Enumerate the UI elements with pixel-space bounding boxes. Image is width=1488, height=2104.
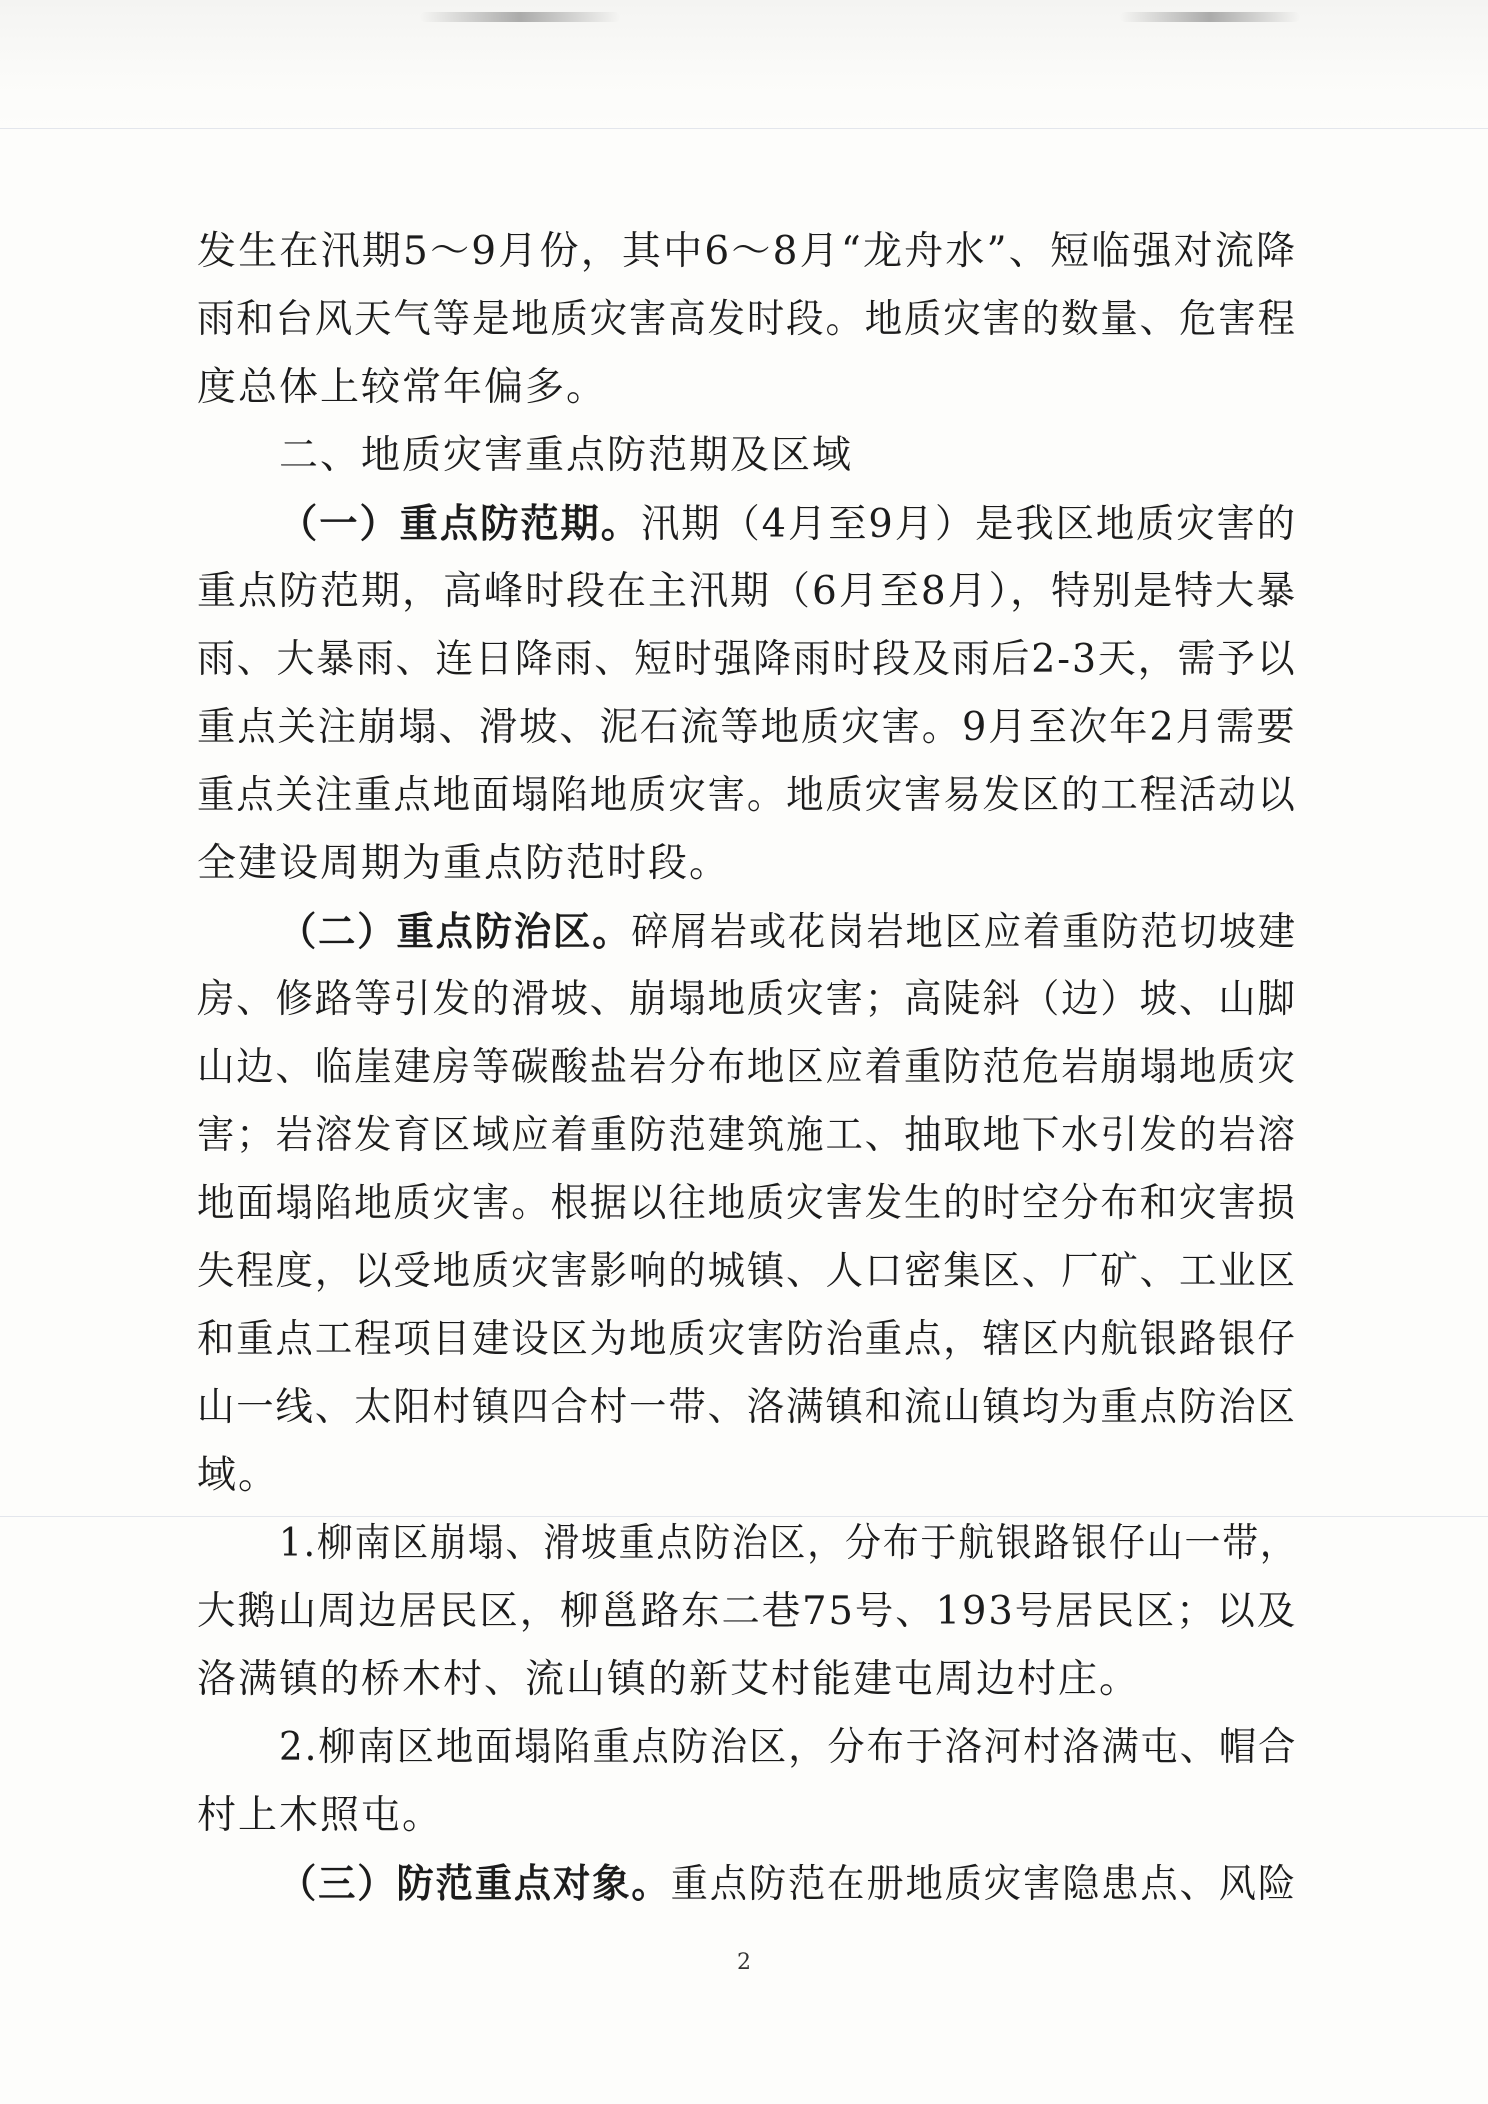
- text-line: [197, 1446, 279, 1506]
- text-segment: 洛满镇的桥木村、流山镇的新艾村能建屯周边村庄。: [197, 1657, 1141, 1702]
- text-segment: 1.柳南区崩塌、滑坡重点防治区，分布于航银路银仔山一带，: [279, 1521, 1298, 1566]
- text-line: [197, 1106, 1297, 1166]
- text-line: [279, 1514, 1298, 1574]
- bold-heading-segment: （三）防范重点对象。: [279, 1861, 671, 1907]
- text-segment: 失程度，以受地质灾害影响的城镇、人口密集区、厂矿、工业区: [197, 1249, 1297, 1294]
- text-line: [197, 358, 607, 418]
- text-segment: 全建设周期为重点防范时段。: [197, 841, 731, 886]
- text-line: [197, 970, 1297, 1030]
- text-segment: 房、修路等引发的滑坡、崩塌地质灾害；高陡斜（边）坡、山脚: [197, 977, 1297, 1022]
- text-segment: 雨、大暴雨、连日降雨、短时强降雨时段及雨后2-3天，需予以: [197, 637, 1297, 682]
- text-segment: 大鹅山周边居民区，柳邕路东二巷75号、193号居民区；以及: [197, 1589, 1298, 1634]
- text-line: [279, 494, 1297, 554]
- text-segment: 域。: [197, 1453, 280, 1498]
- text-line: [197, 1174, 1297, 1234]
- text-segment: 地面塌陷地质灾害。根据以往地质灾害发生的时空分布和灾害损: [197, 1181, 1297, 1226]
- text-line: [197, 1650, 1140, 1710]
- text-line: [279, 1718, 1297, 1778]
- page-number: 2: [737, 1950, 751, 1975]
- text-segment: 碎屑岩或花岗岩地区应着重防范切坡建: [631, 910, 1298, 955]
- text-line: [279, 902, 1297, 962]
- text-segment: 2.柳南区地面塌陷重点防治区，分布于洛河村洛满屯、帽合: [279, 1725, 1298, 1770]
- text-segment: 山一线、太阳村镇四合村一带、洛满镇和流山镇均为重点防治区: [197, 1385, 1297, 1430]
- bold-heading-segment: （二）重点防治区。: [279, 909, 632, 955]
- text-line: [197, 766, 1297, 826]
- text-line: [197, 222, 1297, 282]
- text-line: [197, 1378, 1297, 1438]
- text-segment: 害；岩溶发育区域应着重防范建筑施工、抽取地下水引发的岩溶: [197, 1113, 1297, 1158]
- text-line: [197, 1786, 443, 1846]
- text-line: [197, 290, 1297, 350]
- text-line: [197, 698, 1296, 758]
- text-segment: 重点防范期，高峰时段在主汛期（6月至8月），特别是特大暴: [197, 569, 1298, 614]
- text-line: [197, 1038, 1297, 1098]
- text-line: [279, 1854, 1297, 1914]
- text-segment: 山边、临崖建房等碳酸盐岩分布地区应着重防范危岩崩塌地质灾: [197, 1045, 1297, 1090]
- bold-heading-segment: （一）重点防范期。: [279, 501, 642, 547]
- text-line: [197, 1582, 1297, 1642]
- text-line: [197, 630, 1297, 690]
- text-segment: 度总体上较常年偏多。: [197, 365, 608, 410]
- scan-smudge-right: [1120, 12, 1300, 22]
- text-segment: 二、地质灾害重点防范期及区域: [279, 433, 854, 478]
- text-segment: 重点关注崩塌、滑坡、泥石流等地质灾害。9月至次年2月需要: [197, 705, 1297, 750]
- scan-artifact-line-top: [0, 128, 1488, 129]
- text-line: [279, 426, 853, 486]
- text-segment: 村上木照屯。: [197, 1793, 444, 1838]
- text-line: [197, 834, 730, 894]
- text-line: [197, 1242, 1297, 1302]
- scan-smudge-left: [420, 12, 620, 22]
- text-segment: 雨和台风天气等是地质灾害高发时段。地质灾害的数量、危害程: [197, 297, 1297, 342]
- text-segment: 和重点工程项目建设区为地质灾害防治重点，辖区内航银路银仔: [197, 1317, 1297, 1362]
- text-segment: 汛期（4月至9月）是我区地质灾害的: [641, 502, 1297, 547]
- text-segment: 发生在汛期5～9月份，其中6～8月“龙舟水”、短临强对流降: [197, 229, 1298, 274]
- text-segment: 重点防范在册地质灾害隐患点、风险: [670, 1862, 1298, 1907]
- text-segment: 重点关注重点地面塌陷地质灾害。地质灾害易发区的工程活动以: [197, 773, 1297, 818]
- text-line: [197, 562, 1297, 622]
- text-line: [197, 1310, 1297, 1370]
